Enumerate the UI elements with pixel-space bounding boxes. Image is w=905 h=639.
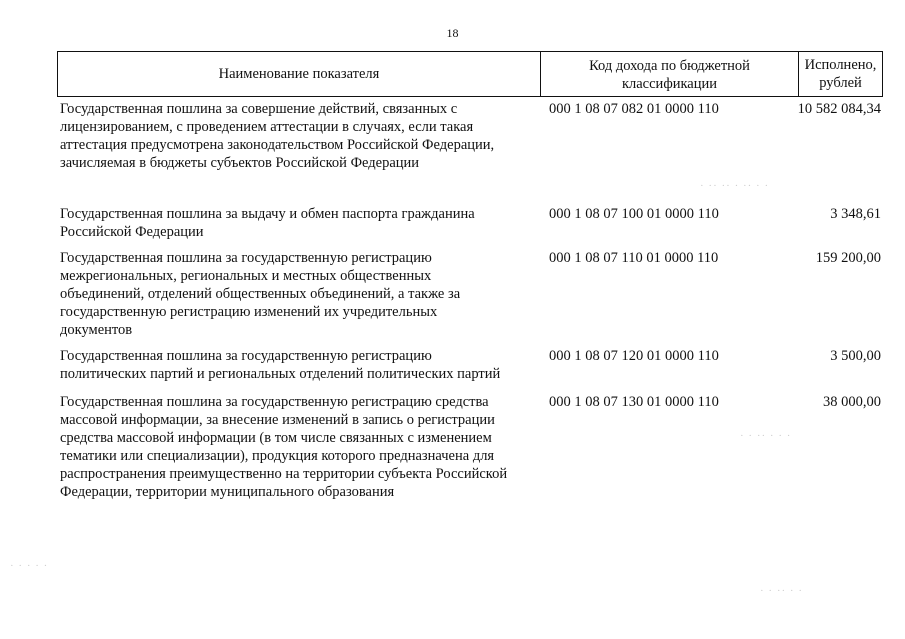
row-name [60, 347, 538, 383]
row-code: 000 1 08 07 100 01 0000 110 [549, 206, 719, 222]
header-code-column [541, 52, 799, 96]
row-name-line: Государственная пошлина за государственную регистрацию [60, 348, 432, 364]
row-amount: 10 582 084,34 [797, 101, 881, 117]
header-name-column: Наименование показателя [58, 52, 541, 96]
row-name-line: Государственная пошлина за государственную регистрацию [60, 250, 432, 266]
table-header [57, 51, 883, 97]
row-code: 000 1 08 07 120 01 0000 110 [549, 348, 719, 364]
row-name-line: средства массовой информации (в том числе связанных с изменением [60, 430, 492, 446]
row-code: 000 1 08 07 130 01 0000 110 [549, 394, 719, 410]
scan-noise: · · · · · [10, 560, 49, 572]
row-name-line: лицензированием, с проведением аттестации в случаях, если такая [60, 119, 474, 135]
header-amount-column: Исполнено, рублей [804, 57, 877, 91]
row-amount: 3 348,61 [830, 206, 881, 222]
row-name-line: зачисляемая в бюджеты субъектов Российской Федерации [60, 155, 420, 171]
row-name-line: Государственная пошлина за государственную регистрацию средства [60, 394, 489, 410]
row-amount: 159 200,00 [815, 250, 881, 266]
row-name [60, 205, 538, 241]
row-name-line: государственную регистрацию изменений их учредительных [60, 304, 438, 320]
row-name [60, 249, 538, 339]
scan-noise: · ·· ·· · ·· · · [700, 180, 770, 192]
row-name-line: объединений, отделений общественных объединений, а также за [60, 286, 461, 302]
scan-noise: · · ·· · · [760, 585, 803, 597]
row-name-line: Государственная пошлина за выдачу и обмен паспорта гражданина [60, 206, 475, 222]
row-name [60, 393, 538, 501]
row-name-line: Федерации, территории муниципального образования [60, 484, 395, 500]
row-name-line: тематики или специализации), продукция которого предназначена для [60, 448, 495, 464]
row-name-line: Российской Федерации [60, 224, 204, 240]
row-name-line: аттестация предусмотрена законодательством Российской Федерации, [60, 137, 495, 153]
row-name-line: Государственная пошлина за совершение действий, связанных с [60, 101, 458, 117]
row-amount: 3 500,00 [830, 348, 881, 364]
row-name-line: документов [60, 322, 133, 338]
row-name [60, 100, 538, 172]
row-name-line: межрегиональных, региональных и местных общественных [60, 268, 432, 284]
header-code-line2: классификации [621, 76, 718, 92]
row-name-line: распространения преимущественно на территории субъекта Российской [60, 466, 508, 482]
row-amount: 38 000,00 [823, 394, 881, 410]
row-code: 000 1 08 07 082 01 0000 110 [549, 101, 719, 117]
row-name-line: политических партий и региональных отделений политических партий [60, 366, 501, 382]
page-number: 18 [446, 26, 459, 40]
header-code-line1: Код дохода по бюджетной [589, 58, 750, 74]
row-code: 000 1 08 07 110 01 0000 110 [549, 250, 719, 266]
row-name-line: массовой информации, за внесение изменений в запись о регистрации [60, 412, 495, 428]
scan-noise: · · ·· · · · [740, 430, 792, 442]
